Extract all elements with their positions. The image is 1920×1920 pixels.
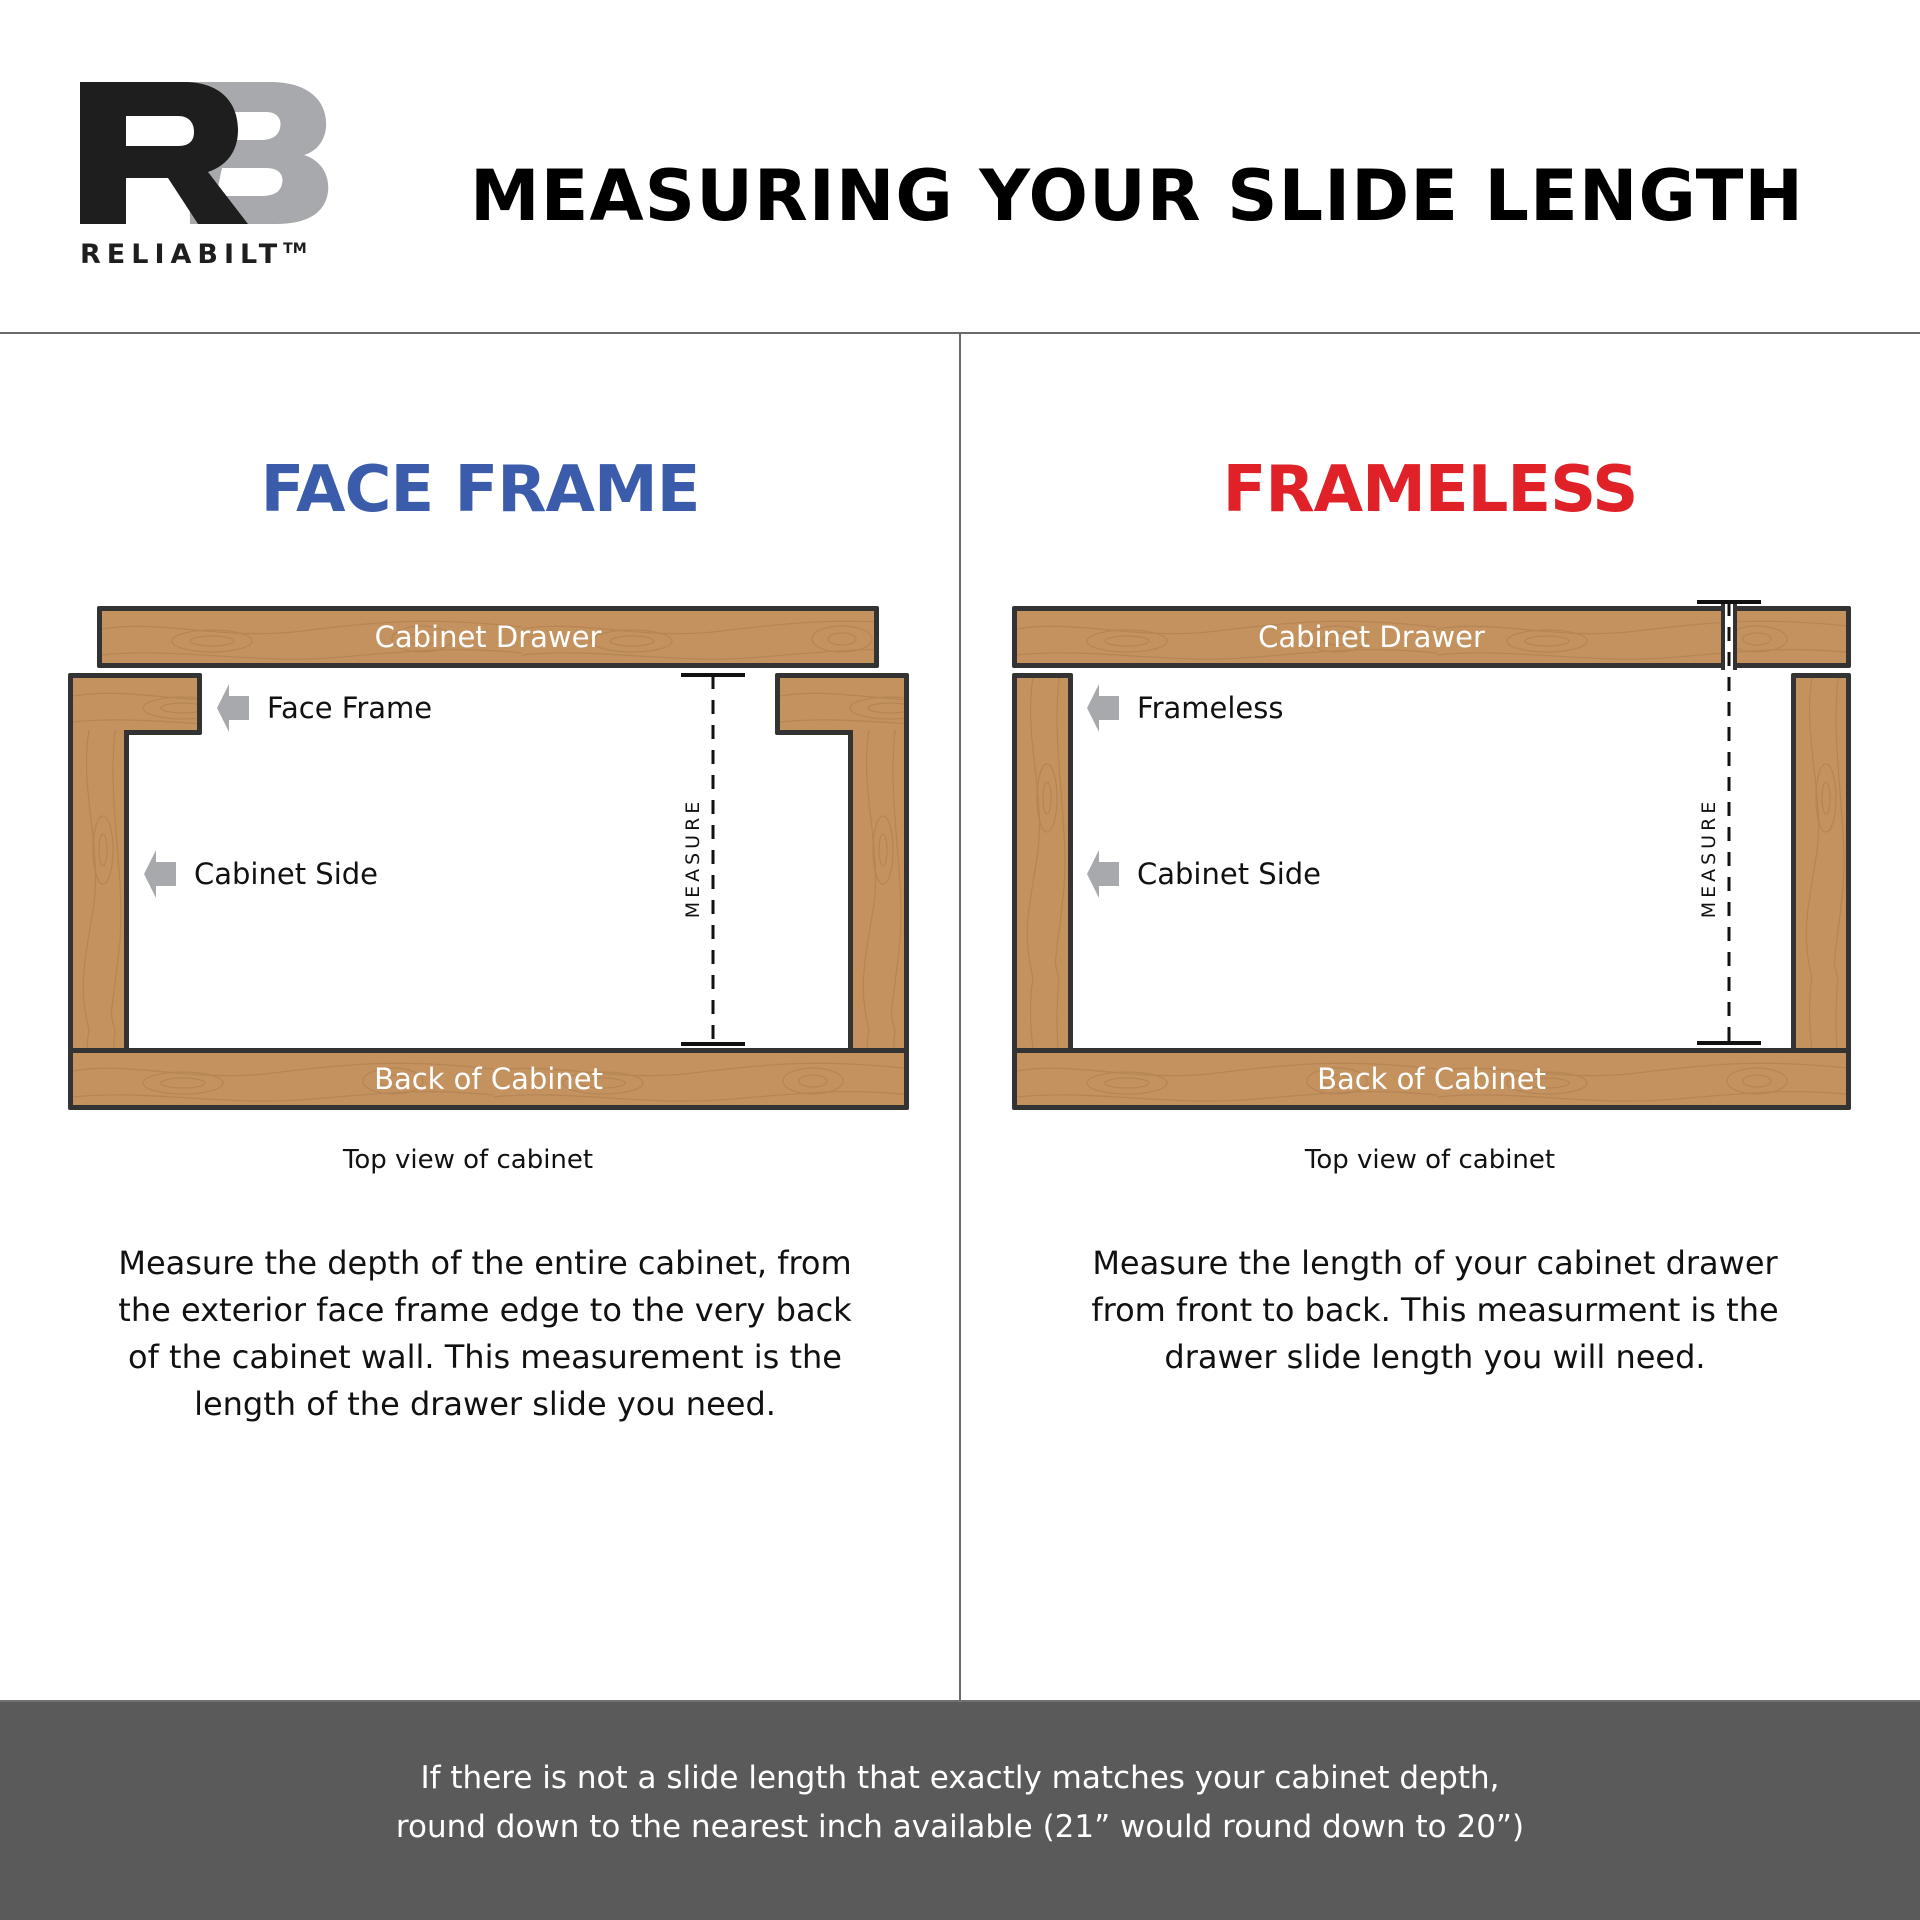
frameless-right-cabinet-side (1791, 673, 1851, 1054)
frameless-callout: Frameless (1087, 684, 1283, 732)
measure-label: MEASURE (682, 797, 704, 919)
cabinet-side-callout: Cabinet Side (1087, 850, 1321, 898)
frameless-description: Measure the length of your cabinet drawer from front to back. This measurment is the drawer slide length you will need. (1091, 1244, 1779, 1376)
left-arrow-icon (1087, 684, 1119, 732)
face-frame-callout: Face Frame (217, 684, 432, 732)
measure-label: MEASURE (1698, 797, 1720, 919)
footer-note: If there is not a slide length that exactly matches your cabinet depth, round down to the nearest inch available (21” would round down to 20”) (395, 1760, 1525, 1845)
cabinet-side-callout: Cabinet Side (144, 850, 378, 898)
frameless-caption: Top view of cabinet (1304, 1145, 1556, 1175)
face-frame-description: Measure the depth of the entire cabinet, from the exterior face frame edge to the very back of the cabinet wall. This measurement is the length of the drawer slide you need. (118, 1244, 852, 1423)
face-frame-right-cabinet-side (848, 730, 909, 1054)
frameless-left-cabinet-side (1012, 673, 1073, 1054)
left-arrow-icon (1087, 850, 1119, 898)
cabinet-drawer-label: Cabinet Drawer (374, 620, 602, 654)
column-divider (959, 334, 961, 1700)
face-frame-left-cabinet-side (68, 730, 129, 1054)
reliabilt-wordmark: RELIABILT™ (80, 239, 307, 270)
face-frame-back-of-cabinet (68, 1048, 909, 1110)
face-frame-cabinet-drawer (97, 606, 879, 668)
back-of-cabinet-label: Back of Cabinet (374, 1062, 603, 1096)
face-frame-title: FACE FRAME (260, 453, 700, 527)
face-frame-caption: Top view of cabinet (342, 1145, 594, 1175)
frameless-back-of-cabinet (1012, 1048, 1851, 1110)
footer-note-banner (0, 1700, 1920, 1920)
page-title: MEASURING YOUR SLIDE LENGTH (470, 155, 1804, 237)
left-arrow-icon (144, 850, 176, 898)
frameless-title: FRAMELESS (1222, 453, 1638, 527)
face-frame-right-piece (775, 673, 909, 735)
cabinet-drawer-label: Cabinet Drawer (1258, 620, 1485, 654)
left-arrow-icon (217, 684, 249, 732)
back-of-cabinet-label: Back of Cabinet (1317, 1062, 1546, 1096)
reliabilt-logo-monogram (80, 82, 330, 224)
face-frame-left-piece (68, 673, 202, 735)
